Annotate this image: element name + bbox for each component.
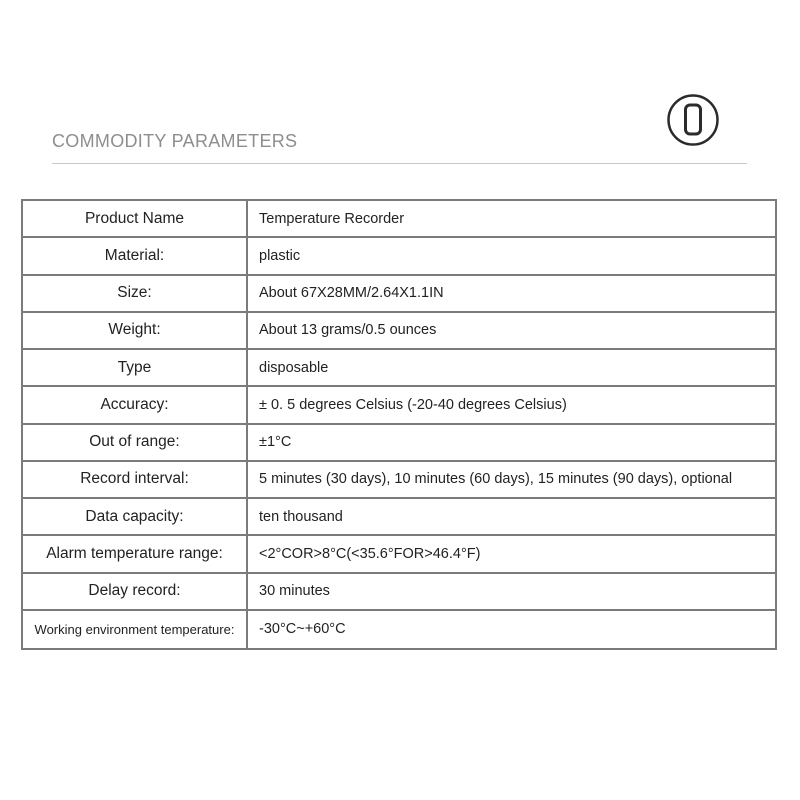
- row-label: Out of range:: [23, 425, 248, 460]
- temperature-recorder-device-icon: [666, 93, 720, 147]
- row-label: Type: [23, 350, 248, 385]
- row-label: Size:: [23, 276, 248, 311]
- row-label: Product Name: [23, 201, 248, 236]
- table-row: [23, 536, 775, 573]
- table-row: [23, 574, 775, 611]
- row-label: Accuracy:: [23, 387, 248, 422]
- row-value: About 67X28MM/2.64X1.1IN: [259, 285, 444, 302]
- table-row: [23, 238, 775, 275]
- row-label: Weight:: [23, 313, 248, 348]
- row-label: Alarm temperature range:: [23, 536, 248, 571]
- table-row: [23, 201, 775, 238]
- row-value: disposable: [259, 359, 329, 376]
- row-label: Record interval:: [23, 462, 248, 497]
- row-value: 30 minutes: [259, 583, 330, 600]
- table-row: [23, 387, 775, 424]
- row-value: About 13 grams/0.5 ounces: [259, 322, 437, 339]
- table-row: [23, 611, 775, 648]
- spec-table: [21, 199, 777, 650]
- row-value: -30°C~+60°C: [259, 621, 346, 638]
- table-row: [23, 276, 775, 313]
- row-label: Data capacity:: [23, 499, 248, 534]
- row-value: ten thousand: [259, 508, 343, 525]
- page-title: COMMODITY PARAMETERS: [52, 131, 298, 151]
- table-row: [23, 462, 775, 499]
- row-value: <2°COR>8°C(<35.6°FOR>46.4°F): [259, 545, 481, 562]
- row-value: Temperature Recorder: [259, 210, 405, 227]
- table-row: [23, 499, 775, 536]
- row-label: Working environment temperature:: [23, 611, 248, 648]
- table-row: [23, 313, 775, 350]
- row-label: Material:: [23, 238, 248, 273]
- row-value: plastic: [259, 247, 301, 264]
- table-row: [23, 425, 775, 462]
- row-value: 5 minutes (30 days), 10 minutes (60 days), 15 minutes (90 days), optional: [259, 471, 733, 488]
- row-value: ± 0. 5 degrees Celsius (-20-40 degrees Celsius): [259, 396, 567, 413]
- header-divider: [52, 163, 747, 164]
- table-row: [23, 350, 775, 387]
- row-value: ±1°C: [259, 434, 292, 451]
- row-label: Delay record:: [23, 574, 248, 609]
